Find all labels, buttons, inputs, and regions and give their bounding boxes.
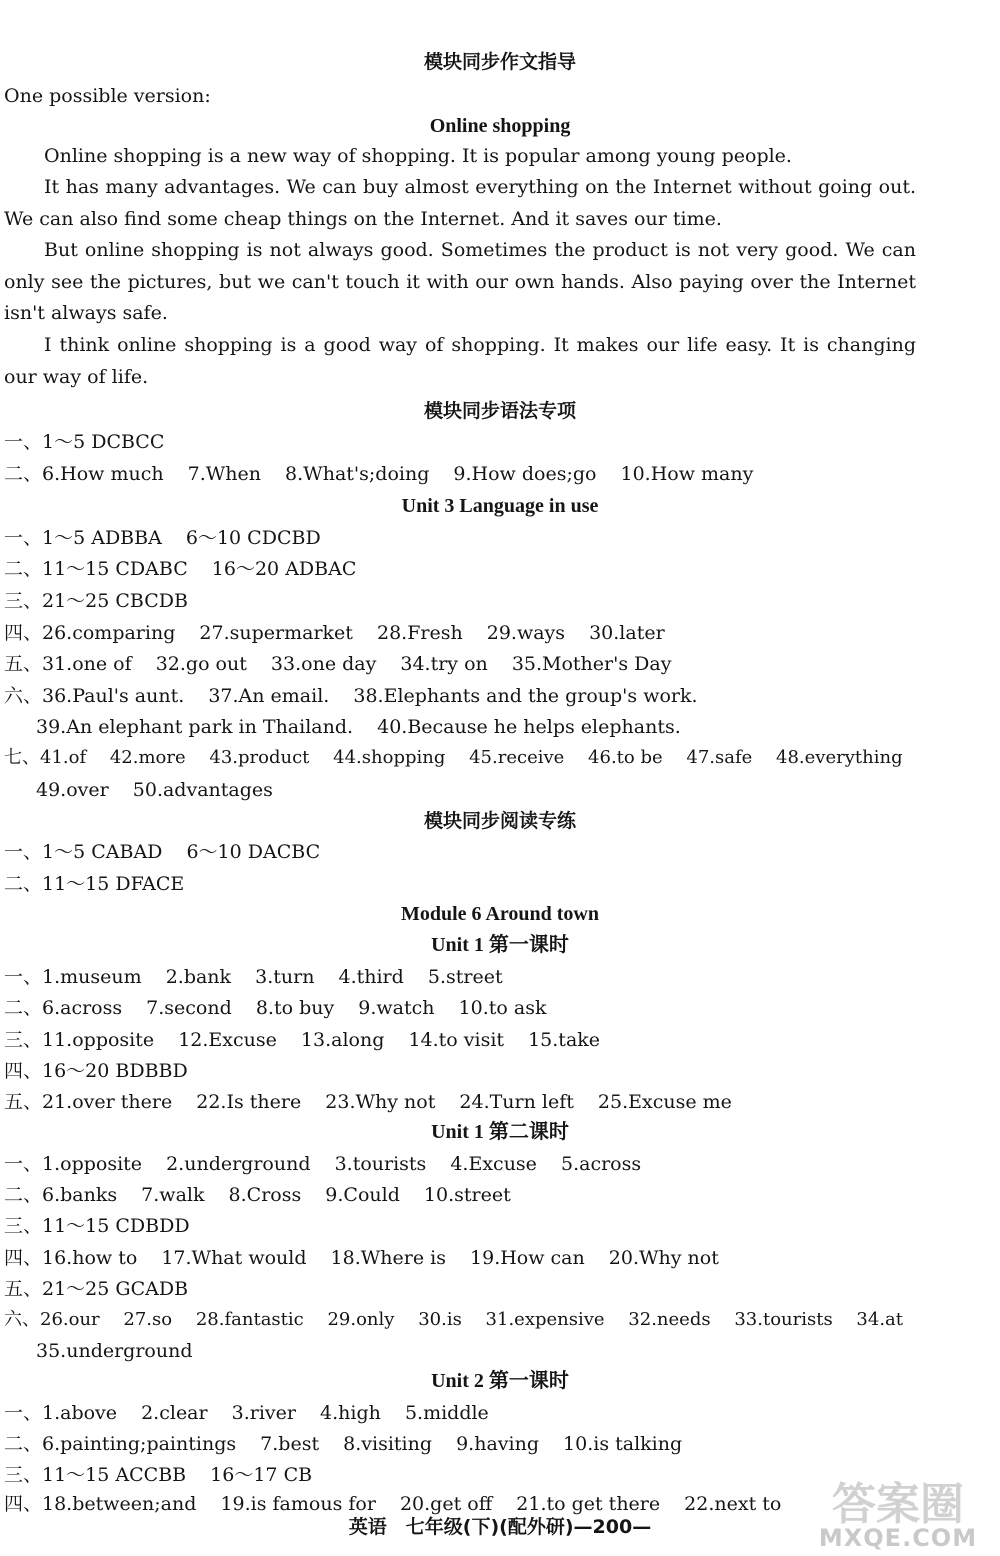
answer-line: 一、1～5 ADBBA 6～10 CDCBD	[4, 527, 321, 549]
essay-heading: 模块同步作文指导	[423, 51, 576, 73]
answer-line: 三、11.opposite 12.Excuse 13.along 14.to visit 15.take	[4, 1029, 601, 1051]
grammar-heading: 模块同步语法专项	[423, 400, 576, 422]
unit1-lesson2-heading: Unit 1 第二课时	[431, 1121, 569, 1143]
page-footer: 英语 七年级(下)(配外研)—200—	[348, 1516, 652, 1538]
answer-line: 二、11～15 CDABC 16～20 ADBAC	[4, 558, 357, 580]
unit2-lesson1-heading: Unit 2 第一课时	[431, 1370, 569, 1392]
answer-line: 一、1.above 2.clear 3.river 4.high 5.middle	[4, 1402, 489, 1424]
answer-line: 六、26.our 27.so 28.fantastic 29.only 30.is 31.expensive 32.needs 33.tourists 34.at	[4, 1309, 904, 1330]
reading-heading: 模块同步阅读专练	[423, 810, 576, 832]
answer-line: 35.underground	[36, 1340, 193, 1362]
answer-line: 四、16.how to 17.What would 18.Where is 19.How can 20.Why not	[4, 1247, 719, 1269]
answer-line: 四、16～20 BDBBD	[4, 1060, 188, 1082]
answer-line: 一、1～5 CABAD 6～10 DACBC	[4, 841, 321, 863]
answer-line: 六、36.Paul's aunt. 37.An email. 38.Elephants and the group's work.	[4, 685, 698, 707]
essay-paragraph-3: But online shopping is not always good. Sometimes the product is not very good. We can only see the pictures, but we can't touch it with our own hands. Also paying over the Internet isn't always safe.	[4, 239, 916, 324]
essay-paragraph-1: Online shopping is a new way of shopping. It is popular among young people.	[44, 145, 792, 167]
unit3-heading: Unit 3 Language in use	[401, 495, 599, 517]
answer-line: 二、6.painting;paintings 7.best 8.visiting 9.having 10.is talking	[4, 1433, 683, 1455]
answer-line: 39.An elephant park in Thailand. 40.Because he helps elephants.	[36, 716, 681, 738]
answer-line: 二、11～15 DFACE	[4, 873, 185, 895]
answer-line: 四、26.comparing 27.supermarket 28.Fresh 29.ways 30.later	[4, 622, 665, 644]
answer-line: 五、21～25 GCADB	[4, 1278, 189, 1300]
answer-line: 一、1.opposite 2.underground 3.tourists 4.Excuse 5.across	[4, 1153, 642, 1175]
answer-line: 七、41.of 42.more 43.product 44.shopping 45.receive 46.to be 47.safe 48.everything	[4, 747, 903, 768]
answer-line: 三、21～25 CBCDB	[4, 590, 188, 612]
answer-line: 49.over 50.advantages	[36, 779, 273, 801]
answer-line: 三、11～15 ACCBB 16～17 CB	[4, 1464, 313, 1486]
answer-line: 一、1～5 DCBCC	[4, 431, 165, 453]
answer-line: 二、6.How much 7.When 8.What's;doing 9.How does;go 10.How many	[4, 463, 754, 485]
answer-line: 一、1.museum 2.bank 3.turn 4.third 5.street	[4, 966, 503, 988]
essay-title: Online shopping	[429, 115, 571, 137]
answer-line: 二、6.across 7.second 8.to buy 9.watch 10.to ask	[4, 997, 547, 1019]
watermark-logo	[808, 1468, 988, 1552]
answer-line: 五、31.one of 32.go out 33.one day 34.try on 35.Mother's Day	[4, 653, 672, 675]
answer-line: 三、11～15 CDBDD	[4, 1215, 190, 1237]
answer-line: 二、6.banks 7.walk 8.Cross 9.Could 10.street	[4, 1184, 511, 1206]
answer-line: 五、21.over there 22.Is there 23.Why not 24.Turn left 25.Excuse me	[4, 1091, 732, 1113]
module6-heading: Module 6 Around town	[400, 903, 599, 925]
unit1-lesson1-heading: Unit 1 第一课时	[431, 934, 569, 956]
watermark-mark: 答案圈	[832, 1479, 964, 1530]
answer-line: 四、18.between;and 19.is famous for 20.get off 21.to get there 22.next to	[4, 1493, 782, 1515]
essay-paragraph-2: It has many advantages. We can buy almost everything on the Internet without going out. We can also find some cheap things on the Internet. And it saves our time.	[4, 176, 916, 230]
essay-paragraph-4: I think online shopping is a good way of shopping. It makes our life easy. It is changing our way of life.	[4, 334, 916, 388]
essay-intro: One possible version:	[4, 85, 211, 107]
watermark-site: MXQE.COM	[818, 1524, 978, 1552]
